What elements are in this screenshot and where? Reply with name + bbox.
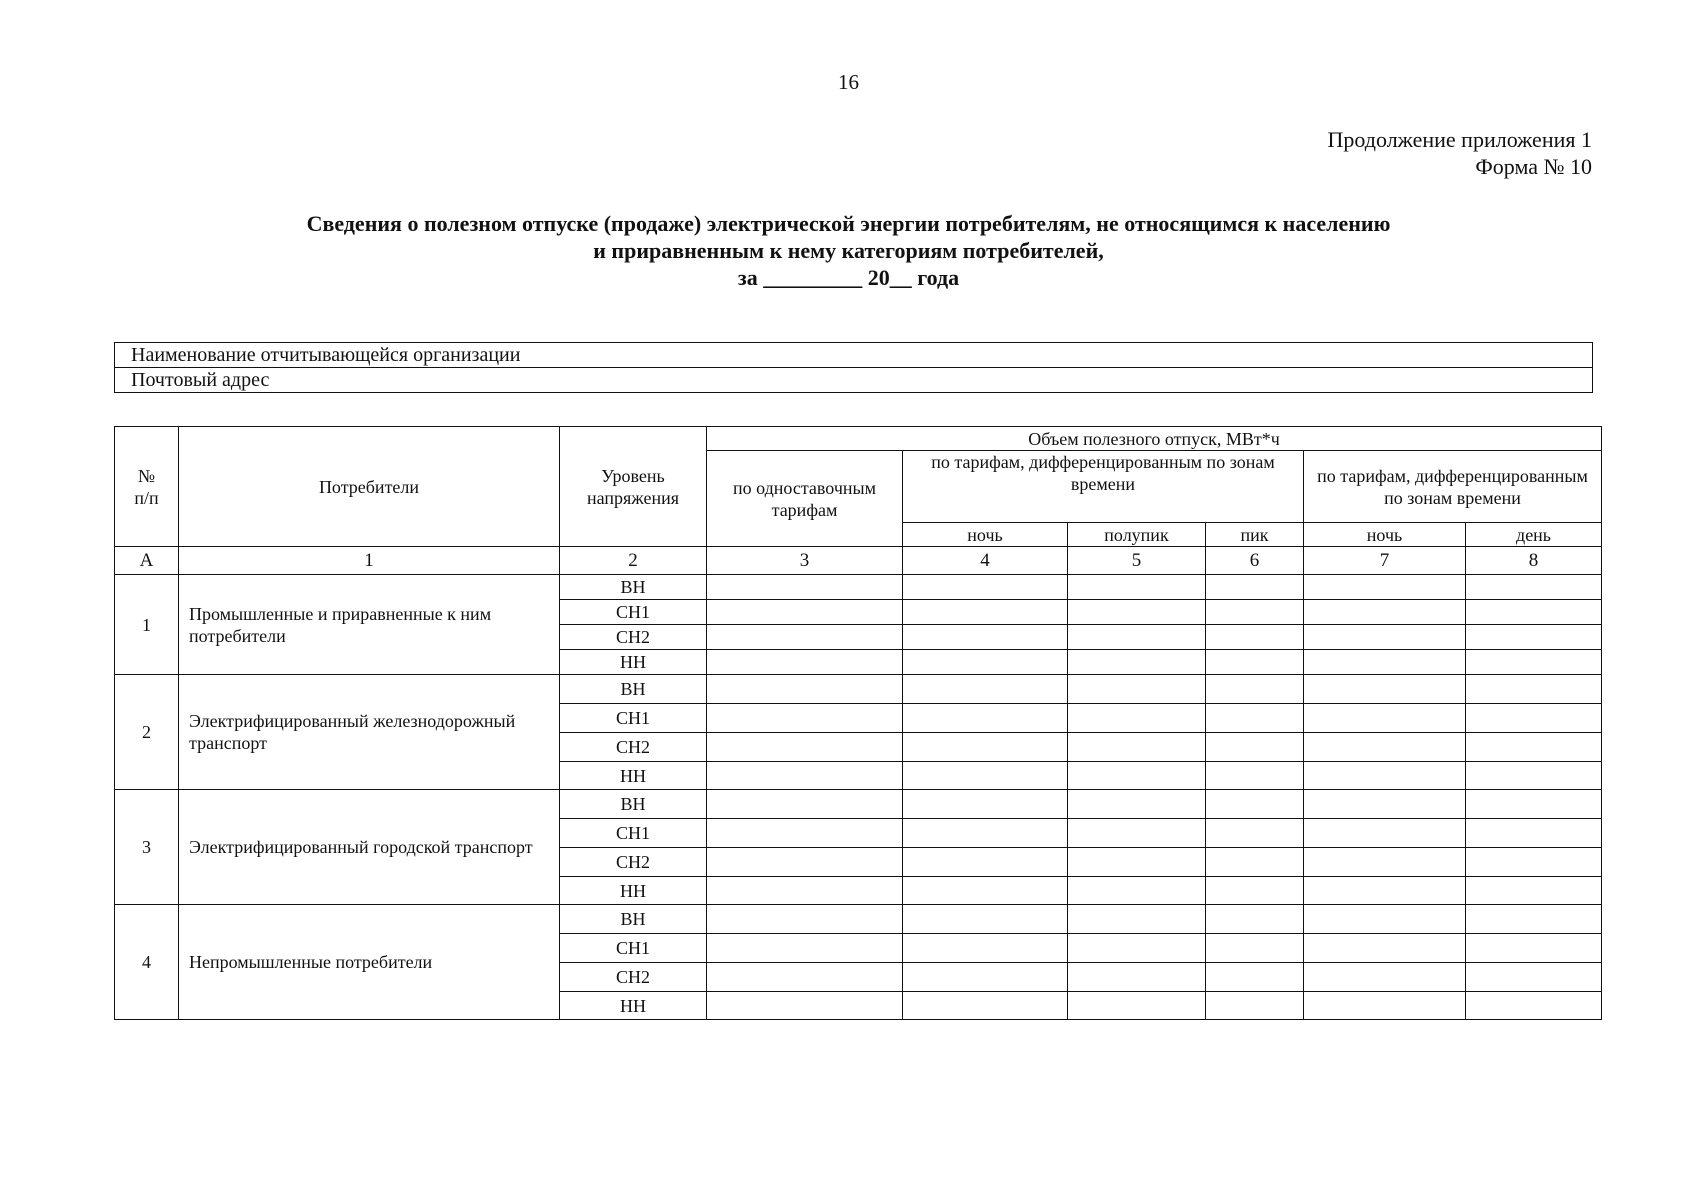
data-cell[interactable] <box>707 963 903 992</box>
data-cell[interactable] <box>1068 704 1206 733</box>
data-cell[interactable] <box>1068 675 1206 704</box>
data-cell[interactable] <box>903 790 1068 819</box>
data-cell[interactable] <box>1304 905 1466 934</box>
page-number: 16 <box>838 70 859 94</box>
data-cell[interactable] <box>1068 877 1206 905</box>
data-cell[interactable] <box>1466 963 1602 992</box>
data-cell[interactable] <box>1304 790 1466 819</box>
column-number: 1 <box>179 547 560 575</box>
row-number: 3 <box>115 790 179 905</box>
data-cell[interactable] <box>1206 704 1304 733</box>
header-volume: Объем полезного отпуск, МВт*ч <box>707 427 1602 451</box>
data-cell[interactable] <box>903 675 1068 704</box>
data-cell[interactable] <box>1068 934 1206 963</box>
data-cell[interactable] <box>1068 819 1206 848</box>
header-peak: пик <box>1206 523 1304 547</box>
consumer-name: Промышленные и приравненные к ним потребители <box>179 575 560 675</box>
form-number: Форма № 10 <box>1475 154 1592 179</box>
voltage-level: НН <box>560 877 707 905</box>
voltage-level: СН2 <box>560 963 707 992</box>
data-cell[interactable] <box>707 877 903 905</box>
title-line-1: Сведения о полезном отпуске (продаже) электрической энергии потребителям, не относящимся к населению <box>306 211 1391 236</box>
table-row <box>115 675 1602 704</box>
data-cell[interactable] <box>1068 625 1206 650</box>
data-cell[interactable] <box>1068 963 1206 992</box>
data-cell[interactable] <box>1304 762 1466 790</box>
data-cell[interactable] <box>1466 790 1602 819</box>
data-cell[interactable] <box>707 934 903 963</box>
data-cell[interactable] <box>1206 625 1304 650</box>
data-cell[interactable] <box>707 675 903 704</box>
data-cell[interactable] <box>1466 575 1602 600</box>
postal-address-field[interactable]: Почтовый адрес <box>115 368 1593 393</box>
column-number: 3 <box>707 547 903 575</box>
data-cell[interactable] <box>1304 992 1466 1020</box>
data-cell[interactable] <box>1206 650 1304 675</box>
data-cell[interactable] <box>707 905 903 934</box>
table-row <box>115 905 1602 934</box>
data-cell[interactable] <box>1206 963 1304 992</box>
data-cell[interactable] <box>1466 600 1602 625</box>
data-cell[interactable] <box>903 704 1068 733</box>
consumer-name: Непромышленные потребители <box>179 905 560 1020</box>
data-cell[interactable] <box>903 848 1068 877</box>
data-cell[interactable] <box>1304 848 1466 877</box>
data-cell[interactable] <box>903 992 1068 1020</box>
voltage-level: ВН <box>560 905 707 934</box>
data-cell[interactable] <box>1206 600 1304 625</box>
header-night-2: ночь <box>1304 523 1466 547</box>
voltage-level: НН <box>560 762 707 790</box>
data-cell[interactable] <box>1304 733 1466 762</box>
data-cell[interactable] <box>1206 733 1304 762</box>
data-cell[interactable] <box>1206 575 1304 600</box>
voltage-level: СН1 <box>560 819 707 848</box>
document-title <box>0 210 1697 291</box>
data-cell[interactable] <box>1068 848 1206 877</box>
data-cell[interactable] <box>903 575 1068 600</box>
header-night: ночь <box>903 523 1068 547</box>
data-cell[interactable] <box>1206 992 1304 1020</box>
data-cell[interactable] <box>1206 905 1304 934</box>
organization-name-field[interactable]: Наименование отчитывающейся организации <box>115 343 1593 368</box>
data-cell[interactable] <box>903 934 1068 963</box>
data-cell[interactable] <box>1206 877 1304 905</box>
data-cell[interactable] <box>707 650 903 675</box>
data-cell[interactable] <box>903 762 1068 790</box>
data-cell[interactable] <box>1304 675 1466 704</box>
header-two-zone: по тарифам, дифференцированным по зонам времени <box>1304 451 1602 523</box>
appendix-caption <box>1328 126 1592 180</box>
column-number: 2 <box>560 547 707 575</box>
column-number: 6 <box>1206 547 1304 575</box>
header-half-peak: полупик <box>1068 523 1206 547</box>
header-voltage: Уровень напряжения <box>560 427 707 547</box>
data-cell[interactable] <box>1304 575 1466 600</box>
header-single-rate: по одноставочным тарифам <box>707 451 903 547</box>
data-cell[interactable] <box>1466 625 1602 650</box>
data-cell[interactable] <box>903 600 1068 625</box>
data-cell[interactable] <box>1304 650 1466 675</box>
data-cell[interactable] <box>707 575 903 600</box>
voltage-level: СН2 <box>560 625 707 650</box>
header-day: день <box>1466 523 1602 547</box>
data-cell[interactable] <box>903 963 1068 992</box>
data-cell[interactable] <box>1206 790 1304 819</box>
data-cell[interactable] <box>1206 675 1304 704</box>
data-cell[interactable] <box>1068 790 1206 819</box>
column-number: А <box>115 547 179 575</box>
data-cell[interactable] <box>1304 963 1466 992</box>
data-cell[interactable] <box>1068 992 1206 1020</box>
row-number: 2 <box>115 675 179 790</box>
voltage-level: ВН <box>560 575 707 600</box>
data-cell[interactable] <box>1206 934 1304 963</box>
header-consumers: Потребители <box>179 427 560 547</box>
title-line-2: и приравненным к нему категориям потребителей, <box>593 238 1104 263</box>
voltage-level: СН2 <box>560 848 707 877</box>
data-cell[interactable] <box>1068 575 1206 600</box>
supply-table <box>114 426 1602 1020</box>
data-cell[interactable] <box>1466 650 1602 675</box>
data-cell[interactable] <box>1068 733 1206 762</box>
voltage-level: ВН <box>560 790 707 819</box>
table-row <box>115 575 1602 600</box>
data-cell[interactable] <box>1466 877 1602 905</box>
table-body <box>115 575 1602 1020</box>
appendix-line: Продолжение приложения 1 <box>1327 127 1592 152</box>
data-cell[interactable] <box>707 848 903 877</box>
data-cell[interactable] <box>1206 819 1304 848</box>
header-num: № п/п <box>115 427 179 547</box>
data-cell[interactable] <box>1466 992 1602 1020</box>
data-cell[interactable] <box>1304 934 1466 963</box>
voltage-level: СН1 <box>560 704 707 733</box>
data-cell[interactable] <box>1466 819 1602 848</box>
data-cell[interactable] <box>1304 877 1466 905</box>
header-three-zone: по тарифам, дифференцированным по зонам времени <box>903 451 1304 523</box>
consumer-name: Электрифицированный железнодорожный транспорт <box>179 675 560 790</box>
data-cell[interactable] <box>1304 625 1466 650</box>
column-number: 4 <box>903 547 1068 575</box>
voltage-level: НН <box>560 992 707 1020</box>
data-cell[interactable] <box>1068 762 1206 790</box>
data-cell[interactable] <box>1466 848 1602 877</box>
data-cell[interactable] <box>1304 600 1466 625</box>
data-cell[interactable] <box>707 790 903 819</box>
column-number: 5 <box>1068 547 1206 575</box>
data-cell[interactable] <box>707 733 903 762</box>
voltage-level: СН2 <box>560 733 707 762</box>
data-cell[interactable] <box>1466 905 1602 934</box>
data-cell[interactable] <box>1068 650 1206 675</box>
data-cell[interactable] <box>707 819 903 848</box>
column-number: 8 <box>1466 547 1602 575</box>
data-cell[interactable] <box>903 650 1068 675</box>
data-cell[interactable] <box>1466 733 1602 762</box>
row-number: 4 <box>115 905 179 1020</box>
data-cell[interactable] <box>903 819 1068 848</box>
data-cell[interactable] <box>1466 762 1602 790</box>
data-cell[interactable] <box>1466 704 1602 733</box>
data-cell[interactable] <box>1206 762 1304 790</box>
column-number: 7 <box>1304 547 1466 575</box>
data-cell[interactable] <box>903 877 1068 905</box>
voltage-level: СН1 <box>560 600 707 625</box>
data-cell[interactable] <box>1304 819 1466 848</box>
data-cell[interactable] <box>903 905 1068 934</box>
data-cell[interactable] <box>903 733 1068 762</box>
voltage-level: ВН <box>560 675 707 704</box>
voltage-level: СН1 <box>560 934 707 963</box>
data-cell[interactable] <box>1304 704 1466 733</box>
data-cell[interactable] <box>1068 905 1206 934</box>
data-cell[interactable] <box>707 625 903 650</box>
data-cell[interactable] <box>903 625 1068 650</box>
data-cell[interactable] <box>707 992 903 1020</box>
organization-table <box>114 342 1593 393</box>
data-cell[interactable] <box>707 600 903 625</box>
data-cell[interactable] <box>707 704 903 733</box>
consumer-name: Электрифицированный городской транспорт <box>179 790 560 905</box>
data-cell[interactable] <box>1068 600 1206 625</box>
table-row <box>115 790 1602 819</box>
data-cell[interactable] <box>1466 934 1602 963</box>
voltage-level: НН <box>560 650 707 675</box>
title-line-3: за _________ 20__ года <box>737 265 960 290</box>
data-cell[interactable] <box>1466 675 1602 704</box>
row-number: 1 <box>115 575 179 675</box>
data-cell[interactable] <box>707 762 903 790</box>
data-cell[interactable] <box>1206 848 1304 877</box>
